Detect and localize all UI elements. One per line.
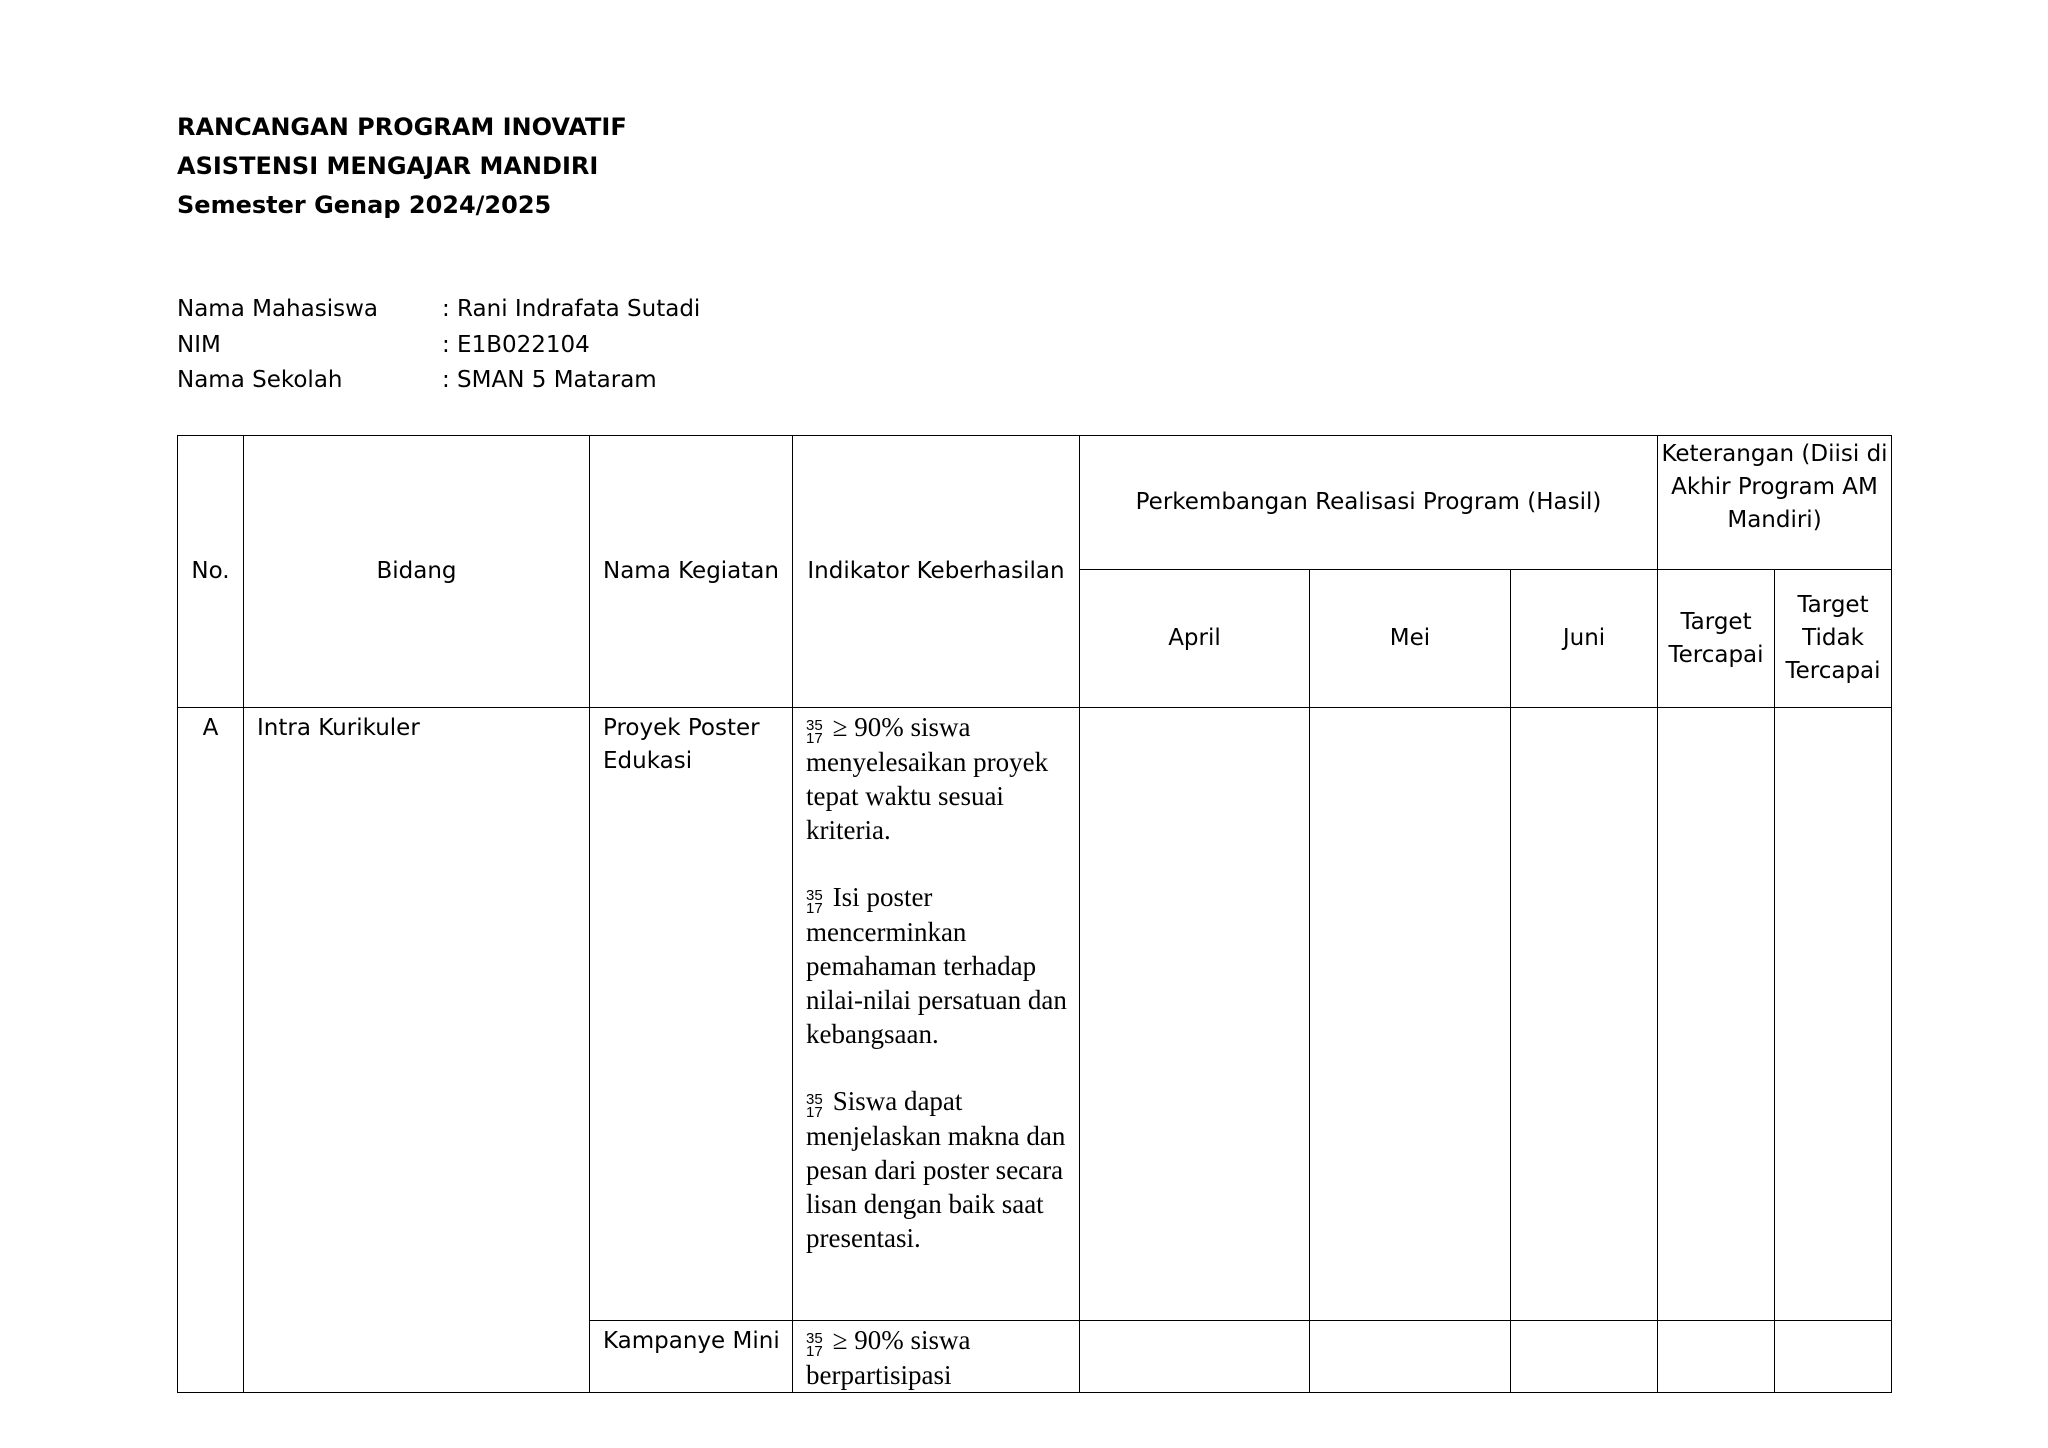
cell-target-tidak [1775, 708, 1892, 1321]
header-mei: Mei [1310, 570, 1511, 708]
indicator-item: 35 17 Siswa dapat menjelaskan makna dan pesan dari poster secara lisan dengan baik saat presentasi. [806, 1086, 1066, 1253]
header-perkembangan: Perkembangan Realisasi Program (Hasil) [1080, 436, 1658, 570]
indicator-item: 35 17 ≥ 90% siswa berpartisipasi [806, 1325, 971, 1390]
row-indikator [793, 1321, 1080, 1393]
header-juni: Juni [1511, 570, 1658, 708]
cell-target-tidak [1775, 1321, 1892, 1393]
header-target-tercapai: Target Tercapai [1658, 570, 1775, 708]
cell-april [1080, 1321, 1310, 1393]
info-label: NIM [177, 331, 221, 358]
cell-target-tercapai [1658, 708, 1775, 1321]
student-info [177, 292, 700, 399]
indicator-item: 35 17 ≥ 90% siswa menyelesaikan proyek tepat waktu sesuai kriteria. [806, 712, 1049, 845]
cell-juni [1511, 708, 1658, 1321]
bullet-icon: 35 17 [806, 887, 823, 917]
row-kegiatan: Kampanye Mini [590, 1321, 793, 1393]
header-april: April [1080, 570, 1310, 708]
header-target-tidak: Target Tidak Tercapai [1775, 570, 1892, 708]
document-title [177, 108, 627, 225]
bullet-icon: 35 17 [806, 1330, 823, 1360]
header-indikator: Indikator Keberhasilan [793, 436, 1080, 708]
header-no: No. [178, 436, 244, 708]
row-indikator [793, 708, 1080, 1321]
info-row-school [177, 363, 700, 399]
table-row [178, 708, 1892, 1321]
info-value: : E1B022104 [442, 331, 590, 358]
row-kegiatan: Proyek Poster Edukasi [590, 708, 793, 1321]
row-bidang: Intra Kurikuler [244, 708, 590, 1393]
title-line-3: Semester Genap 2024/2025 [177, 191, 552, 219]
bullet-icon: 35 17 [806, 717, 823, 747]
header-bidang: Bidang [244, 436, 590, 708]
row-no: A [178, 708, 244, 1393]
info-value: : SMAN 5 Mataram [442, 367, 657, 393]
program-table [177, 435, 1892, 1393]
bullet-icon: 35 17 [806, 1091, 823, 1121]
cell-mei [1310, 708, 1511, 1321]
indicator-item: 35 17 Isi poster mencerminkan pemahaman terhadap nilai-nilai persatuan dan kebangsaan. [806, 882, 1067, 1049]
cell-target-tercapai [1658, 1321, 1775, 1393]
cell-april [1080, 708, 1310, 1321]
title-line-1: RANCANGAN PROGRAM INOVATIF [177, 113, 627, 141]
header-nama-kegiatan: Nama Kegiatan [590, 436, 793, 708]
info-label: Nama Sekolah [177, 367, 343, 393]
header-keterangan: Keterangan (Diisi di Akhir Program AM Mandiri) [1658, 436, 1892, 570]
title-line-2: ASISTENSI MENGAJAR MANDIRI [177, 152, 599, 180]
info-row-name [177, 292, 700, 328]
info-label: Nama Mahasiswa [177, 296, 378, 322]
cell-mei [1310, 1321, 1511, 1393]
info-row-nim [177, 328, 700, 364]
cell-juni [1511, 1321, 1658, 1393]
info-value: : Rani Indrafata Sutadi [442, 296, 701, 322]
